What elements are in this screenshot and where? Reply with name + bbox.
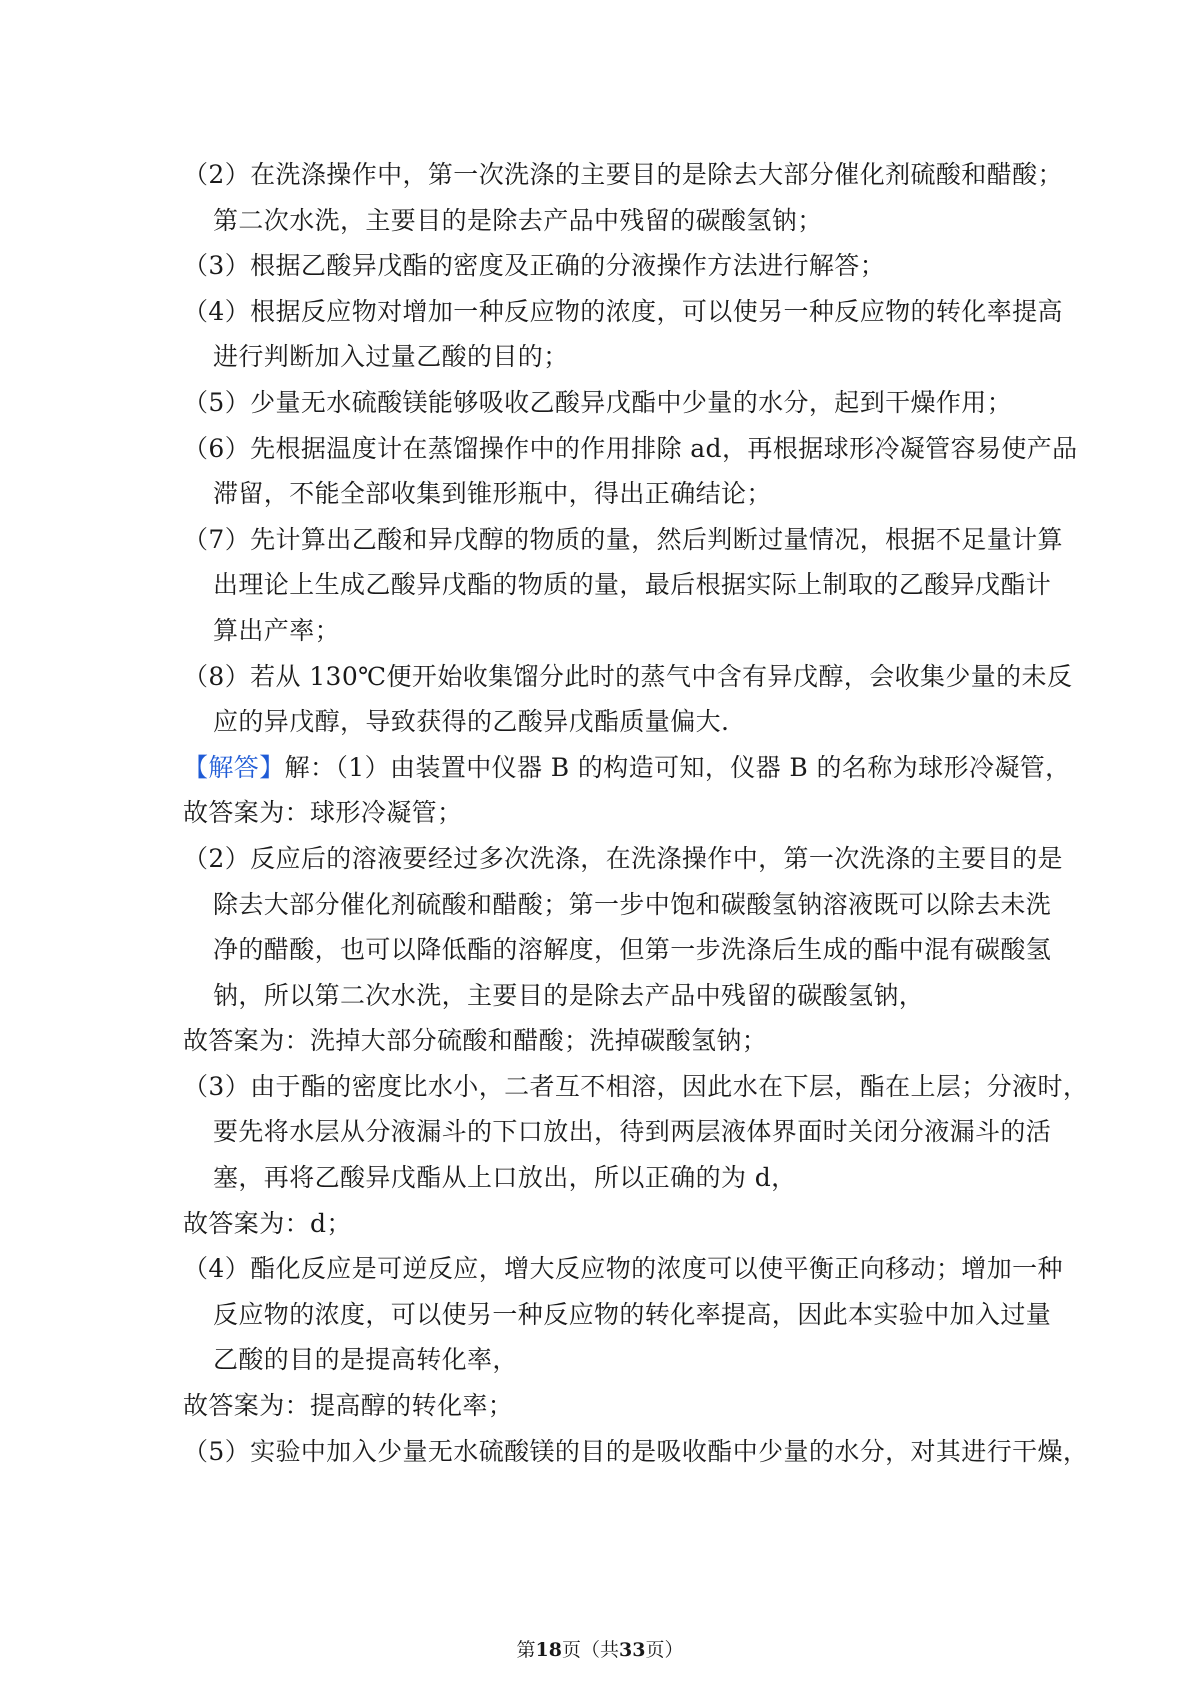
text-line: 滞留，不能全部收集到锥形瓶中，得出正确结论； xyxy=(213,479,772,509)
text-line: （2）在洗涤操作中，第一次洗涤的主要目的是除去大部分催化剂硫酸和醋酸； xyxy=(183,160,1063,189)
text-line: （8）若从 130℃便开始收集馏分此时的蒸气中含有异戊醇，会收集少量的未反 xyxy=(183,661,1073,691)
text-line: （4）根据反应物对增加一种反应物的浓度，可以使另一种反应物的转化率提高 xyxy=(183,296,1063,326)
page-footer xyxy=(0,1638,1200,1662)
text-line: 算出产率； xyxy=(213,615,341,645)
footer-total-pages: 33 xyxy=(619,1639,646,1661)
text-line: 除去大部分催化剂硫酸和醋酸；第一步中饱和碳酸氢钠溶液既可以除去未洗 xyxy=(213,889,1052,919)
text-line: 要先将水层从分液漏斗的下口放出，待到两层液体界面时关闭分液漏斗的活 xyxy=(213,1117,1052,1147)
text-line: （3）由于酯的密度比水小，二者互不相溶，因此水在下层，酯在上层；分液时， xyxy=(183,1071,1089,1101)
text-line: 净的醋酸，也可以降低酯的溶解度，但第一步洗涤后生成的酯中混有碳酸氢 xyxy=(213,935,1052,965)
text-line: 进行判断加入过量乙酸的目的； xyxy=(213,342,569,372)
text-line: （6）先根据温度计在蒸馏操作中的作用排除 ad，再根据球形冷凝管容易使产品 xyxy=(183,433,1078,463)
text-line: 故答案为：洗掉大部分硫酸和醋酸；洗掉碳酸氢钠； xyxy=(183,1026,768,1056)
answer-line xyxy=(183,745,1071,791)
text-line: 第二次水洗，主要目的是除去产品中残留的碳酸氢钠； xyxy=(213,205,823,235)
text-line: 应的异戊醇，导致获得的乙酸异戊酯质量偏大. xyxy=(213,707,730,737)
text-line: 反应物的浓度，可以使另一种反应物的转化率提高，因此本实验中加入过量 xyxy=(213,1299,1052,1329)
text-line: 出理论上生成乙酸异戊酯的物质的量，最后根据实际上制取的乙酸异戊酯计 xyxy=(213,570,1052,600)
footer-prefix: 第 xyxy=(516,1639,536,1661)
text-line: （3）根据乙酸异戊酯的密度及正确的分液操作方法进行解答； xyxy=(183,251,886,281)
footer-page-number: 18 xyxy=(535,1639,562,1661)
answer-text: 解：（1）由装置中仪器 B 的构造可知，仪器 B 的名称为球形冷凝管， xyxy=(284,752,1071,782)
text-line: 乙酸的目的是提高转化率， xyxy=(213,1345,518,1375)
text-line: （5）实验中加入少量无水硫酸镁的目的是吸收酯中少量的水分，对其进行干燥， xyxy=(183,1436,1089,1466)
text-line: 钠，所以第二次水洗，主要目的是除去产品中残留的碳酸氢钠， xyxy=(213,980,925,1010)
text-line: 故答案为：球形冷凝管； xyxy=(183,798,463,828)
text-line: （2）反应后的溶液要经过多次洗涤，在洗涤操作中，第一次洗涤的主要目的是 xyxy=(183,843,1063,873)
footer-suffix: 页） xyxy=(645,1639,684,1661)
footer-middle: 页（共 xyxy=(561,1639,619,1661)
text-line: （4）酯化反应是可逆反应，增大反应物的浓度可以使平衡正向移动；增加一种 xyxy=(183,1254,1063,1284)
text-line: 故答案为：d； xyxy=(183,1208,352,1238)
answer-tag: 【解答】 xyxy=(183,752,285,782)
text-line: （5）少量无水硫酸镁能够吸收乙酸异戊酯中少量的水分，起到干燥作用； xyxy=(183,387,1013,417)
text-line: （7）先计算出乙酸和异戊醇的物质的量，然后判断过量情况，根据不足量计算 xyxy=(183,524,1063,554)
text-line: 故答案为：提高醇的转化率； xyxy=(183,1391,514,1421)
page-body xyxy=(183,152,1089,1474)
text-line: 塞，再将乙酸异戊酯从上口放出，所以正确的为 d， xyxy=(213,1163,797,1193)
